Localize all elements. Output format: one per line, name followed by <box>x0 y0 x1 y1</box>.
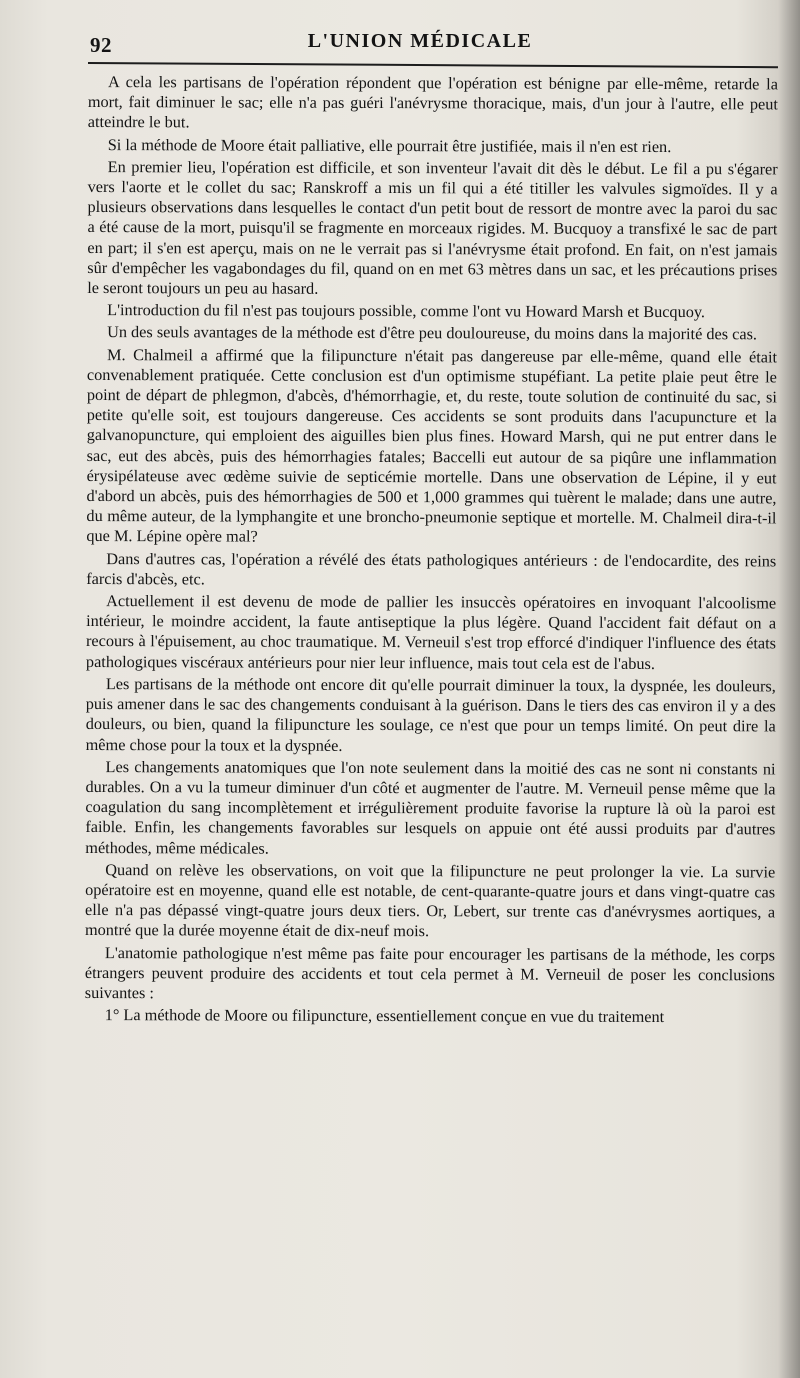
paragraph: Dans d'autres cas, l'opération a révélé des états pathologiques antérieurs : de l'endocardite, des reins farcis d'abcès, etc. <box>86 548 777 589</box>
paragraph: Les partisans de la méthode ont encore dit qu'elle pourrait diminuer la toux, la dyspnée, les douleurs, puis amener dans le sac des changements conduisant à la guérison. Dans le tiers des cas environ il y a des douleurs, ou bien, quand la filipuncture les soulage, ce n'est que pour un temps limité. On peut dire la même chose pour la toux et la dyspnée. <box>85 673 776 755</box>
paragraph: 1° La méthode de Moore ou filipuncture, essentiellement conçue en vue du traitement <box>104 1005 665 1027</box>
paragraph: L'anatomie pathologique n'est même pas faite pour encourager les partisans de la méthode, les corps étrangers peuvent produire des accidents et tout cela permet à M. Verneuil de poser les conclusions suivantes : <box>84 942 775 1003</box>
page-header <box>0 0 800 70</box>
running-title: L'UNION MÉDICALE <box>307 30 533 52</box>
paragraph: A cela les partisans de l'opération répondent que l'opération est bénigne par elle-même, retarde la mort, fait diminuer le sac; elle n'a pas guéri l'anévrysme thoracique, mais, d'un jour à l'autre, elle peut atteindre le but. <box>87 72 778 132</box>
paragraph: Un des seuls avantages de la méthode est d'être peu douloureuse, du moins dans la majorité des cas. <box>107 322 758 344</box>
page-number: 92 <box>90 33 112 57</box>
paragraph: Les changements anatomiques que l'on note seulement dans la moitié des cas ne sont ni constants ni durables. On a vu la tumeur diminuer d'un côté et augmenter de l'autre. M. Verneuil pense même que la coagulation du sang incomplètement et irrégulièrement produite favorise la rupture là où la paroi est faible. Enfin, les changements favorables sur lesquels on appuie ont été aussi produits par d'autres méthodes, même médicales. <box>85 756 776 858</box>
paragraph: Si la méthode de Moore était palliative, elle pourrait être justifiée, mais il n'en est rien. <box>107 134 672 156</box>
paragraph: L'introduction du fil n'est pas toujours possible, comme l'ont vu Howard Marsh et Bucquoy. <box>107 300 706 322</box>
paragraph: M. Chalmeil a affirmé que la filipuncture n'était pas dangereuse par elle-même, quand elle était convenablement pratiquée. Cette conclusion est d'un optimisme stupéfiant. La petite plaie peut être le point de départ de phlegmon, d'abcès, d'hémorrhagie, et, du reste, toute solution de continuité du sac, si petite qu'elle soit, est toujours dangereuse. Ces accidents se sont produits dans l'acupuncture et la galvanopuncture, qui emploient des aiguilles bien plus fines. Howard Marsh, qui ne put entrer dans le sac, eut des abcès, puis des hémorrhagies fatales; Baccelli eut autour de sa piqûre une inflammation érysipélateuse avec œdème suivie de septicémie mortelle. Dans une observation de Lépine, il y eut d'abord un abcès, puis des hémorrhagies de 500 et 1,000 grammes qui tuèrent le malade; dans une autre, du même auteur, de la lymphangite et une broncho-pneumonie septique et mortelle. M. Chalmeil dira-t-il que M. Lépine opère mal? <box>86 344 778 547</box>
paragraph: Actuellement il est devenu de mode de pallier les insuccès opératoires en invoquant l'alcoolisme intérieur, le moindre accident, la faute antiseptique la plus légère. Quand l'accident fait défaut on a recours à l'épuisement, au choc traumatique. M. Verneuil s'est trop efforcé d'indiquer l'influence des états pathologiques viscéraux antérieurs pour nier leur influence, mais tout cela est de l'abus. <box>85 591 777 673</box>
header-rule <box>88 62 778 68</box>
page-edge-shadow <box>778 0 800 1378</box>
paragraph: En premier lieu, l'opération est difficile, et son inventeur l'avait dit dès le début. Le fil a pu s'égarer vers l'aorte et le collet du sac; Ranskroff a mis un fil qui a été titiller les valvules sigmoïdes. Il y a plusieurs observations dans lesquelles le contact d'un petit bout de ressort de montre avec la paroi du sac a été cause de la mort, puisqu'il se fragmente en morceaux rigides. M. Bucquoy a transfixé le sac de part en part; il s'en est aperçu, mais on ne le verrait pas si l'anévrysme était profond. En fait, on n'est jamais sûr d'empêcher les vagabondages du fil, quand on en met 63 mètres dans un sac, et les précautions prises le seront toujours un peu au hasard. <box>87 156 778 298</box>
paragraph: Quand on relève les observations, on voit que la filipuncture ne peut prolonger la vie. La survie opératoire est en moyenne, quand elle est notable, de cent-quarante-quatre jours et dans vingt-quatre cas elle n'a pas dépassé vingt-quatre jours deux tiers. Or, Lebert, sur trente cas d'anévrysmes aortiques, a montré que la durée moyenne était de dix-neuf mois. <box>84 859 776 941</box>
body-text <box>85 72 778 1028</box>
